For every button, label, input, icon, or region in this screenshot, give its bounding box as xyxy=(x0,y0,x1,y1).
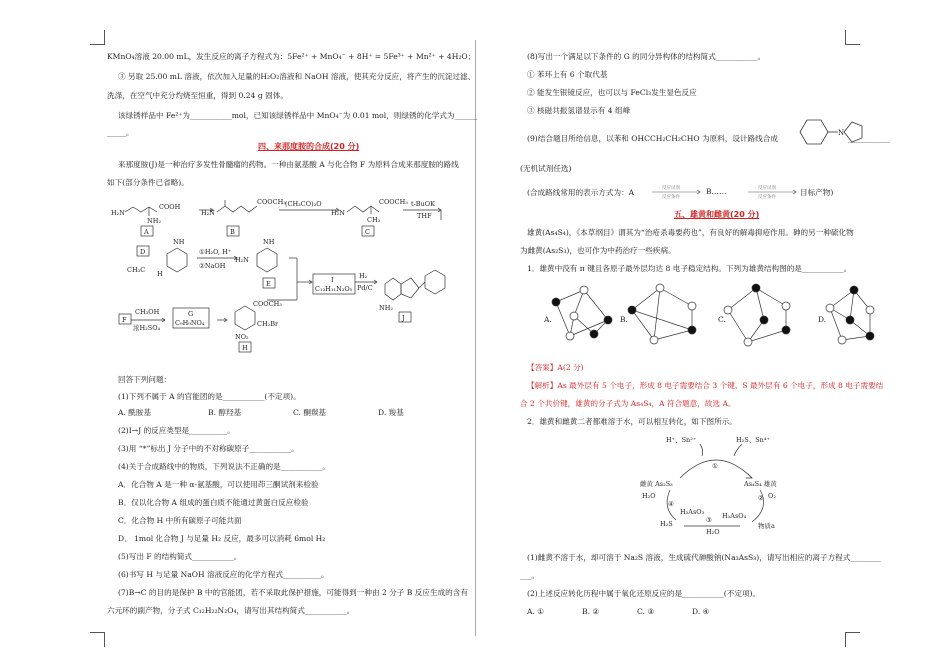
scheme-text: Pd/C xyxy=(357,284,373,292)
paragraph-line: 为雌黄(As₂S₃)，也可作为中药治疗一些疾病。 xyxy=(520,246,676,255)
scheme-text: CH₃C xyxy=(127,266,146,274)
struct-label-c: C. xyxy=(718,315,726,324)
question-8: (8)写出一个满足以下条件的 G 的同分异构体的结构简式___________。 xyxy=(527,52,766,61)
cycle-text: H⁺、Sn²⁺ xyxy=(666,436,697,444)
s2-option-c: C. ③ xyxy=(637,607,655,616)
q9-note: (无机试剂任选) xyxy=(520,164,572,173)
struct-label-d: D. xyxy=(818,315,827,324)
text-line: 洗涤，在空气中充分灼烧至恒重，得到 0.24 g 固体。 xyxy=(107,91,288,100)
cycle-text: H₃AsO₄ xyxy=(722,512,747,520)
scheme-text: E xyxy=(266,280,271,288)
paragraph-line: 雄黄(As₄S₄)，《本草纲目》谓其为“治疮杀毒要药也”，有良好的解毒抑疮作用。砷的另一种硫化物 xyxy=(527,228,854,237)
route-prefix: (合成路线常用的表示方式为：A xyxy=(527,188,635,197)
questions-intro: 回答下列问题： xyxy=(118,375,172,384)
route-end: 目标产物) xyxy=(800,188,834,197)
route-cond-bottom: 反应条件 xyxy=(662,195,680,200)
question-5-2: 2．雄黄和雌黄二者都难溶于水，可以相互转化，如下图所示。 xyxy=(527,417,737,426)
condition-1: ① 苯环上有 6 个取代基 xyxy=(527,70,608,79)
text-line: ③ 另取 25.00 mL 溶液，依次加入足量的H₂O₂溶液和 NaOH 溶液，使其充分反应，将产生的沉淀过滤、 xyxy=(118,72,476,81)
scheme-text: NH xyxy=(263,238,275,246)
route-cond-top: 反应试剂 xyxy=(758,186,776,191)
route-cond-bottom: 反应条件 xyxy=(758,195,776,200)
scheme-text: THF xyxy=(417,212,432,220)
scheme-text: B xyxy=(230,228,235,236)
cycle-text: H₂O xyxy=(706,528,720,536)
scheme-text: COOH xyxy=(159,203,181,211)
scheme-text: NO₂ xyxy=(235,333,249,341)
scheme-text: H xyxy=(157,270,163,278)
scheme-text: t-BuOK xyxy=(411,200,435,208)
scheme-text: G xyxy=(188,310,194,318)
s2-option-d: D. ④ xyxy=(692,607,710,616)
scheme-text: ②NaOH xyxy=(199,262,226,270)
question-6: (6)书写 H 与足量 NaOH 溶液反应的化学方程式__________。 xyxy=(118,570,329,579)
paragraph-line: 来那度胺(J)是一种治疗多发性骨髓瘤的药物。一种由氨基酸 A 与化合物 F 为原料合成来那度胺的路线 xyxy=(118,160,459,169)
structure-options xyxy=(520,280,875,360)
scheme-text: COOCH₃ xyxy=(257,198,286,206)
cycle-text: ② xyxy=(758,494,764,502)
scheme-text: NH₂ xyxy=(379,304,393,312)
scheme-text: C₉H₉NO₄ xyxy=(175,319,205,327)
scheme-text: NH xyxy=(173,238,185,246)
condition-2: ② 能发生银镜反应，也可以与 FeCl₃发生显色反应 xyxy=(527,88,697,97)
sub-question-1-cont: ___。 xyxy=(520,571,539,580)
scheme-text: COOCH₃ xyxy=(253,300,282,308)
text-line: _____。 xyxy=(107,128,134,137)
scheme-text: I xyxy=(331,276,334,284)
analysis-line: 【解析】As 最外层有 5 个电子，形成 8 电子需要结合 3 个键，S 最外层有 6 个电子，形成 8 电子需要结 xyxy=(527,381,884,390)
synthesis-scheme xyxy=(107,192,467,372)
question-4: (4)关于合成路线中的物质，下列说法不正确的是___________。 xyxy=(118,462,330,471)
q1-option-c: C. 酮羰基 xyxy=(293,408,327,417)
q4-option-b: B．仅以化合物 A 组成的蛋白质不能通过黄蛋白反应检验 xyxy=(118,498,309,507)
question-3: (3)用 “*”标出 J 分子中的不对称碳原子___________。 xyxy=(118,444,299,453)
scheme-text: H₂ xyxy=(359,272,368,280)
cycle-text: ① xyxy=(712,462,718,470)
section-title-5: 五、雄黄和雌黄(20 分) xyxy=(674,210,760,219)
route-cond-top: 反应试剂 xyxy=(662,186,680,191)
scheme-text: F xyxy=(122,316,127,324)
question-1: (1)下列不属于 A 的官能团的是___________(不定项)。 xyxy=(118,392,301,401)
struct-label-b: B. xyxy=(620,315,628,324)
q4-option-a: A．化合物 A 是一种 α-氨基酸，可以使用茚三酮试剂来检验 xyxy=(118,480,319,489)
question-7-cont: 六元环的副产物，分子式 C₁₂H₂₂N₂O₄，请写出其结构简式___________。 xyxy=(107,606,355,615)
cycle-text: 物质a xyxy=(758,522,775,530)
label-box-j xyxy=(399,312,411,322)
nitrogen-label: N xyxy=(838,129,845,137)
q1-option-d: D. 羧基 xyxy=(378,408,404,417)
scheme-text: C xyxy=(365,228,370,236)
scheme-text: H₂N xyxy=(331,209,345,217)
scheme-text: COOCH₃ xyxy=(379,198,408,206)
scheme-text: CH₃OH xyxy=(135,308,160,316)
scheme-text: H₂N xyxy=(201,209,215,217)
q4-option-d: D． 1mol 化合物 J 与足量 H₂ 反应，最多可以消耗 6mol H₂ xyxy=(118,534,326,543)
crop-mark-top-left xyxy=(90,30,105,45)
cycle-text: H₂S xyxy=(660,520,673,528)
analysis-line: 合 2 个共价键，雄黄的分子式为 As₄S₄，A 符合题意，故选 A。 xyxy=(520,399,736,408)
route-notation xyxy=(648,180,818,200)
cycle-text: As₄S₄ 雄黄 xyxy=(744,480,777,488)
cycle-text: H₂S、Sn⁴⁺ xyxy=(736,436,770,444)
text-line: KMnO₄溶液 20.00 mL，发生反应的离子方程式为：5Fe²⁺ + MnO₄⁻ + 8H⁺ = 5Fe³⁺ + Mn²⁺ + 4H₂O； xyxy=(107,52,476,61)
crop-mark-bottom-left xyxy=(90,632,105,647)
question-9: (9)结合题目所给信息，以苯和 OHCCH₂CH₂CHO 为原料，设计路线合成 xyxy=(527,134,778,143)
cycle-text: ③ xyxy=(706,516,712,524)
scheme-text: H xyxy=(242,344,248,352)
scheme-text: CH₃ xyxy=(367,216,381,224)
q4-option-c: C．化合物 H 中所有碳原子可能共面 xyxy=(118,516,242,525)
scheme-text: H₂N xyxy=(111,209,125,217)
cycle-text: H₂O xyxy=(642,492,656,500)
target-molecule xyxy=(794,114,888,150)
scheme-text: (CH₃CO)₂O xyxy=(285,200,322,208)
cycle-text: O₂ xyxy=(768,492,776,500)
sub-question-2: (2)上述反应转化历程中属于氧化还原反应的是___________(不定项)。 xyxy=(527,589,761,598)
scheme-text: 浓H₂SO₄ xyxy=(133,324,161,332)
q1-option-b: B. 醇羟基 xyxy=(208,408,242,417)
scheme-text: H₂N xyxy=(235,256,249,264)
question-2: (2)I→J 的反应类型是__________。 xyxy=(118,426,235,435)
crop-mark-bottom-right xyxy=(845,632,860,647)
section-title: 四、来那度胺的合成(20 分) xyxy=(258,142,360,151)
scheme-text: J xyxy=(402,314,405,322)
answer-line: 【答案】A(2 分) xyxy=(527,363,584,372)
route-mid: B…… xyxy=(706,187,727,196)
paragraph-line: 如下(部分条件已省略)。 xyxy=(107,178,189,187)
cycle-text: ④ xyxy=(668,500,674,508)
question-5: (5)写出 F 的结构简式___________。 xyxy=(118,552,242,561)
scheme-text: D xyxy=(140,248,146,256)
s2-option-b: B. ② xyxy=(582,607,600,616)
conversion-cycle-diagram xyxy=(640,430,790,536)
crop-mark-top-right xyxy=(845,30,860,45)
q1-option-a: A. 酰胺基 xyxy=(118,408,152,417)
question-9-blank: ___________ xyxy=(848,134,890,143)
scheme-text: CH₂Br xyxy=(257,320,279,328)
scheme-text: ①H₂O, H⁺ xyxy=(199,248,232,256)
cycle-text: H₃AsO₃ xyxy=(680,508,705,516)
text-line: 该绿锈样品中 Fe²⁺为___________mol，已知该绿锈样品中 MnO₄⁻为 0.01 mol，则绿锈的化学式为______ xyxy=(118,111,478,120)
condition-3: ③ 核磁共振氢谱显示有 4 组峰 xyxy=(527,106,631,115)
question-5-1: 1．雄黄中没有 π 键且各原子最外层均达 8 电子稳定结构。下列为雄黄结构图的是___________。 xyxy=(527,264,852,273)
scheme-text: NH₂ xyxy=(147,217,161,225)
cycle-text: 雌黄 As₂S₃ xyxy=(640,480,673,488)
scheme-text: C₁₃H₁₁N₃O₅ xyxy=(315,285,353,293)
column-divider xyxy=(475,40,476,636)
sub-question-1: (1)雌黄不溶于水，却可溶于 Na₂S 溶液，生成硫代砷酸钠(Na₃AsS₃)，请写出相应的离子方程式________ xyxy=(527,553,881,562)
struct-label-a: A. xyxy=(544,315,552,324)
s2-option-a: A. ① xyxy=(527,607,545,616)
scheme-text: A xyxy=(144,228,149,236)
question-7: (7)B→C 的目的是保护 B 中的官能团，若不采取此保护措施，可能得到一种由 2 分子 B 反应生成的含有 xyxy=(118,588,468,597)
